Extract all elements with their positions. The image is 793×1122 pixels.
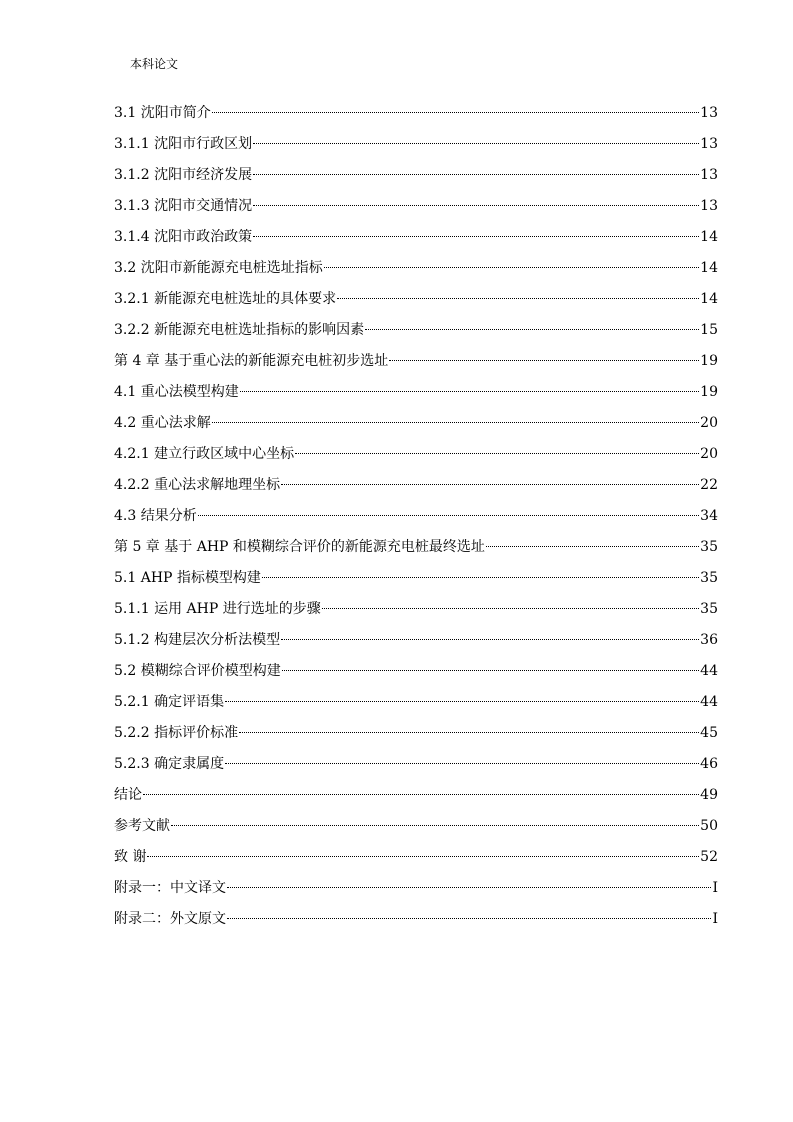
- toc-entry[interactable]: [114, 284, 718, 315]
- toc-entry-title: 致 谢: [114, 849, 147, 865]
- toc-dot-leader: [365, 329, 699, 330]
- toc-entry-title: 5.1.1 运用 AHP 进行选址的步骤: [114, 601, 321, 617]
- toc-entry-title: 5.2.3 确定隶属度: [114, 756, 225, 772]
- toc-entry[interactable]: [114, 129, 718, 160]
- toc-entry[interactable]: [114, 563, 718, 594]
- toc-entry-page-number: 13: [700, 198, 718, 214]
- toc-entry[interactable]: [114, 470, 718, 501]
- toc-dot-leader: [337, 298, 699, 299]
- toc-dot-leader: [240, 391, 699, 392]
- toc-entry-title: 5.1 AHP 指标模型构建: [114, 570, 261, 586]
- toc-entry-title: 4.2 重心法求解: [114, 415, 211, 431]
- toc-entry-page-number: 44: [700, 694, 718, 710]
- toc-entry-page-number: 44: [700, 663, 718, 679]
- toc-entry-title: 5.1.2 构建层次分析法模型: [114, 632, 281, 648]
- toc-dot-leader: [227, 887, 711, 888]
- toc-entry[interactable]: [114, 749, 718, 780]
- toc-dot-leader: [281, 484, 699, 485]
- toc-entry-page-number: 13: [700, 167, 718, 183]
- toc-entry-page-number: 34: [700, 508, 718, 524]
- toc-entry-title: 第 4 章 基于重心法的新能源充电桩初步选址: [114, 353, 389, 369]
- toc-dot-leader: [253, 236, 699, 237]
- toc-entry-page-number: 45: [700, 725, 718, 741]
- toc-entry[interactable]: [114, 718, 718, 749]
- toc-entry-page-number: 13: [700, 136, 718, 152]
- toc-entry-title: 3.1.3 沈阳市交通情况: [114, 198, 253, 214]
- toc-entry-page-number: 49: [700, 787, 718, 803]
- toc-entry-title: 5.2 模糊综合评价模型构建: [114, 663, 281, 679]
- toc-entry[interactable]: [114, 160, 718, 191]
- toc-entry-title: 5.2.1 确定评语集: [114, 694, 225, 710]
- toc-entry[interactable]: [114, 98, 718, 129]
- toc-entry-page-number: 20: [700, 446, 718, 462]
- toc-dot-leader: [171, 825, 699, 826]
- toc-entry-page-number: 13: [700, 105, 718, 121]
- toc-entry-page-number: 50: [700, 818, 718, 834]
- toc-entry-title: 5.2.2 指标评价标准: [114, 725, 239, 741]
- toc-entry-title: 3.2 沈阳市新能源充电桩选址指标: [114, 260, 323, 276]
- toc-entry[interactable]: [114, 594, 718, 625]
- toc-entry-page-number: 22: [700, 477, 718, 493]
- toc-entry-page-number: 20: [700, 415, 718, 431]
- toc-dot-leader: [225, 701, 699, 702]
- toc-dot-leader: [212, 112, 699, 113]
- toc-entry-title: 3.1 沈阳市简介: [114, 105, 211, 121]
- toc-dot-leader: [322, 608, 699, 609]
- toc-dot-leader: [324, 267, 699, 268]
- toc-dot-leader: [253, 205, 699, 206]
- toc-entry-title: 附录一：中文译文: [114, 880, 226, 896]
- toc-entry-title: 第 5 章 基于 AHP 和模糊综合评价的新能源充电桩最终选址: [114, 539, 485, 555]
- toc-entry[interactable]: [114, 253, 718, 284]
- toc-dot-leader: [225, 763, 699, 764]
- toc-entry-page-number: 36: [700, 632, 718, 648]
- toc-dot-leader: [227, 918, 711, 919]
- toc-entry-page-number: 52: [700, 849, 718, 865]
- toc-entry-page-number: 15: [700, 322, 718, 338]
- toc-entry[interactable]: [114, 315, 718, 346]
- toc-entry[interactable]: [114, 625, 718, 656]
- toc-entry[interactable]: [114, 377, 718, 408]
- toc-entry-page-number: 14: [700, 291, 718, 307]
- toc-entry-page-number: I: [712, 911, 718, 927]
- toc-entry[interactable]: [114, 532, 718, 563]
- toc-entry[interactable]: [114, 222, 718, 253]
- toc-entry-title: 3.2.1 新能源充电桩选址的具体要求: [114, 291, 337, 307]
- toc-dot-leader: [281, 639, 699, 640]
- toc-entry-page-number: 35: [700, 539, 718, 555]
- toc-entry[interactable]: [114, 408, 718, 439]
- toc-dot-leader: [147, 856, 699, 857]
- toc-entry[interactable]: [114, 656, 718, 687]
- toc-dot-leader: [198, 515, 699, 516]
- toc-entry-title: 结论: [114, 787, 142, 803]
- toc-entry-title: 4.3 结果分析: [114, 508, 197, 524]
- toc-entry-title: 3.1.4 沈阳市政治政策: [114, 229, 253, 245]
- toc-entry[interactable]: [114, 501, 718, 532]
- toc-entry-page-number: 14: [700, 260, 718, 276]
- toc-entry-title: 4.1 重心法模型构建: [114, 384, 239, 400]
- toc-entry[interactable]: [114, 873, 718, 904]
- toc-dot-leader: [262, 577, 699, 578]
- toc-entry-page-number: 35: [700, 570, 718, 586]
- toc-dot-leader: [282, 670, 699, 671]
- toc-dot-leader: [486, 546, 699, 547]
- toc-entry-title: 3.2.2 新能源充电桩选址指标的影响因素: [114, 322, 365, 338]
- toc-dot-leader: [253, 174, 699, 175]
- toc-dot-leader: [143, 794, 699, 795]
- toc-entry[interactable]: [114, 904, 718, 935]
- toc-entry-title: 参考文献: [114, 818, 170, 834]
- toc-dot-leader: [253, 143, 699, 144]
- toc-entry-page-number: 46: [700, 756, 718, 772]
- toc-entry[interactable]: [114, 780, 718, 811]
- toc-entry-page-number: 35: [700, 601, 718, 617]
- toc-entry-title: 3.1.1 沈阳市行政区划: [114, 136, 253, 152]
- toc-dot-leader: [239, 732, 699, 733]
- toc-entry-title: 4.2.1 建立行政区域中心坐标: [114, 446, 295, 462]
- toc-dot-leader: [295, 453, 699, 454]
- toc-entry-title: 3.1.2 沈阳市经济发展: [114, 167, 253, 183]
- toc-entry[interactable]: [114, 439, 718, 470]
- toc-entry-title: 附录二：外文原文: [114, 911, 226, 927]
- toc-entry[interactable]: [114, 687, 718, 718]
- toc-entry[interactable]: [114, 191, 718, 222]
- page-header: 本科论文: [130, 57, 179, 71]
- toc-entry[interactable]: [114, 346, 718, 377]
- toc-entry-page-number: 19: [700, 353, 718, 369]
- toc-entry-page-number: 14: [700, 229, 718, 245]
- toc-entry-page-number: 19: [700, 384, 718, 400]
- toc-entry[interactable]: [114, 811, 718, 842]
- toc-dot-leader: [389, 360, 699, 361]
- toc-dot-leader: [212, 422, 699, 423]
- table-of-contents: [114, 98, 718, 935]
- toc-entry-page-number: I: [712, 880, 718, 896]
- toc-entry[interactable]: [114, 842, 718, 873]
- toc-entry-title: 4.2.2 重心法求解地理坐标: [114, 477, 281, 493]
